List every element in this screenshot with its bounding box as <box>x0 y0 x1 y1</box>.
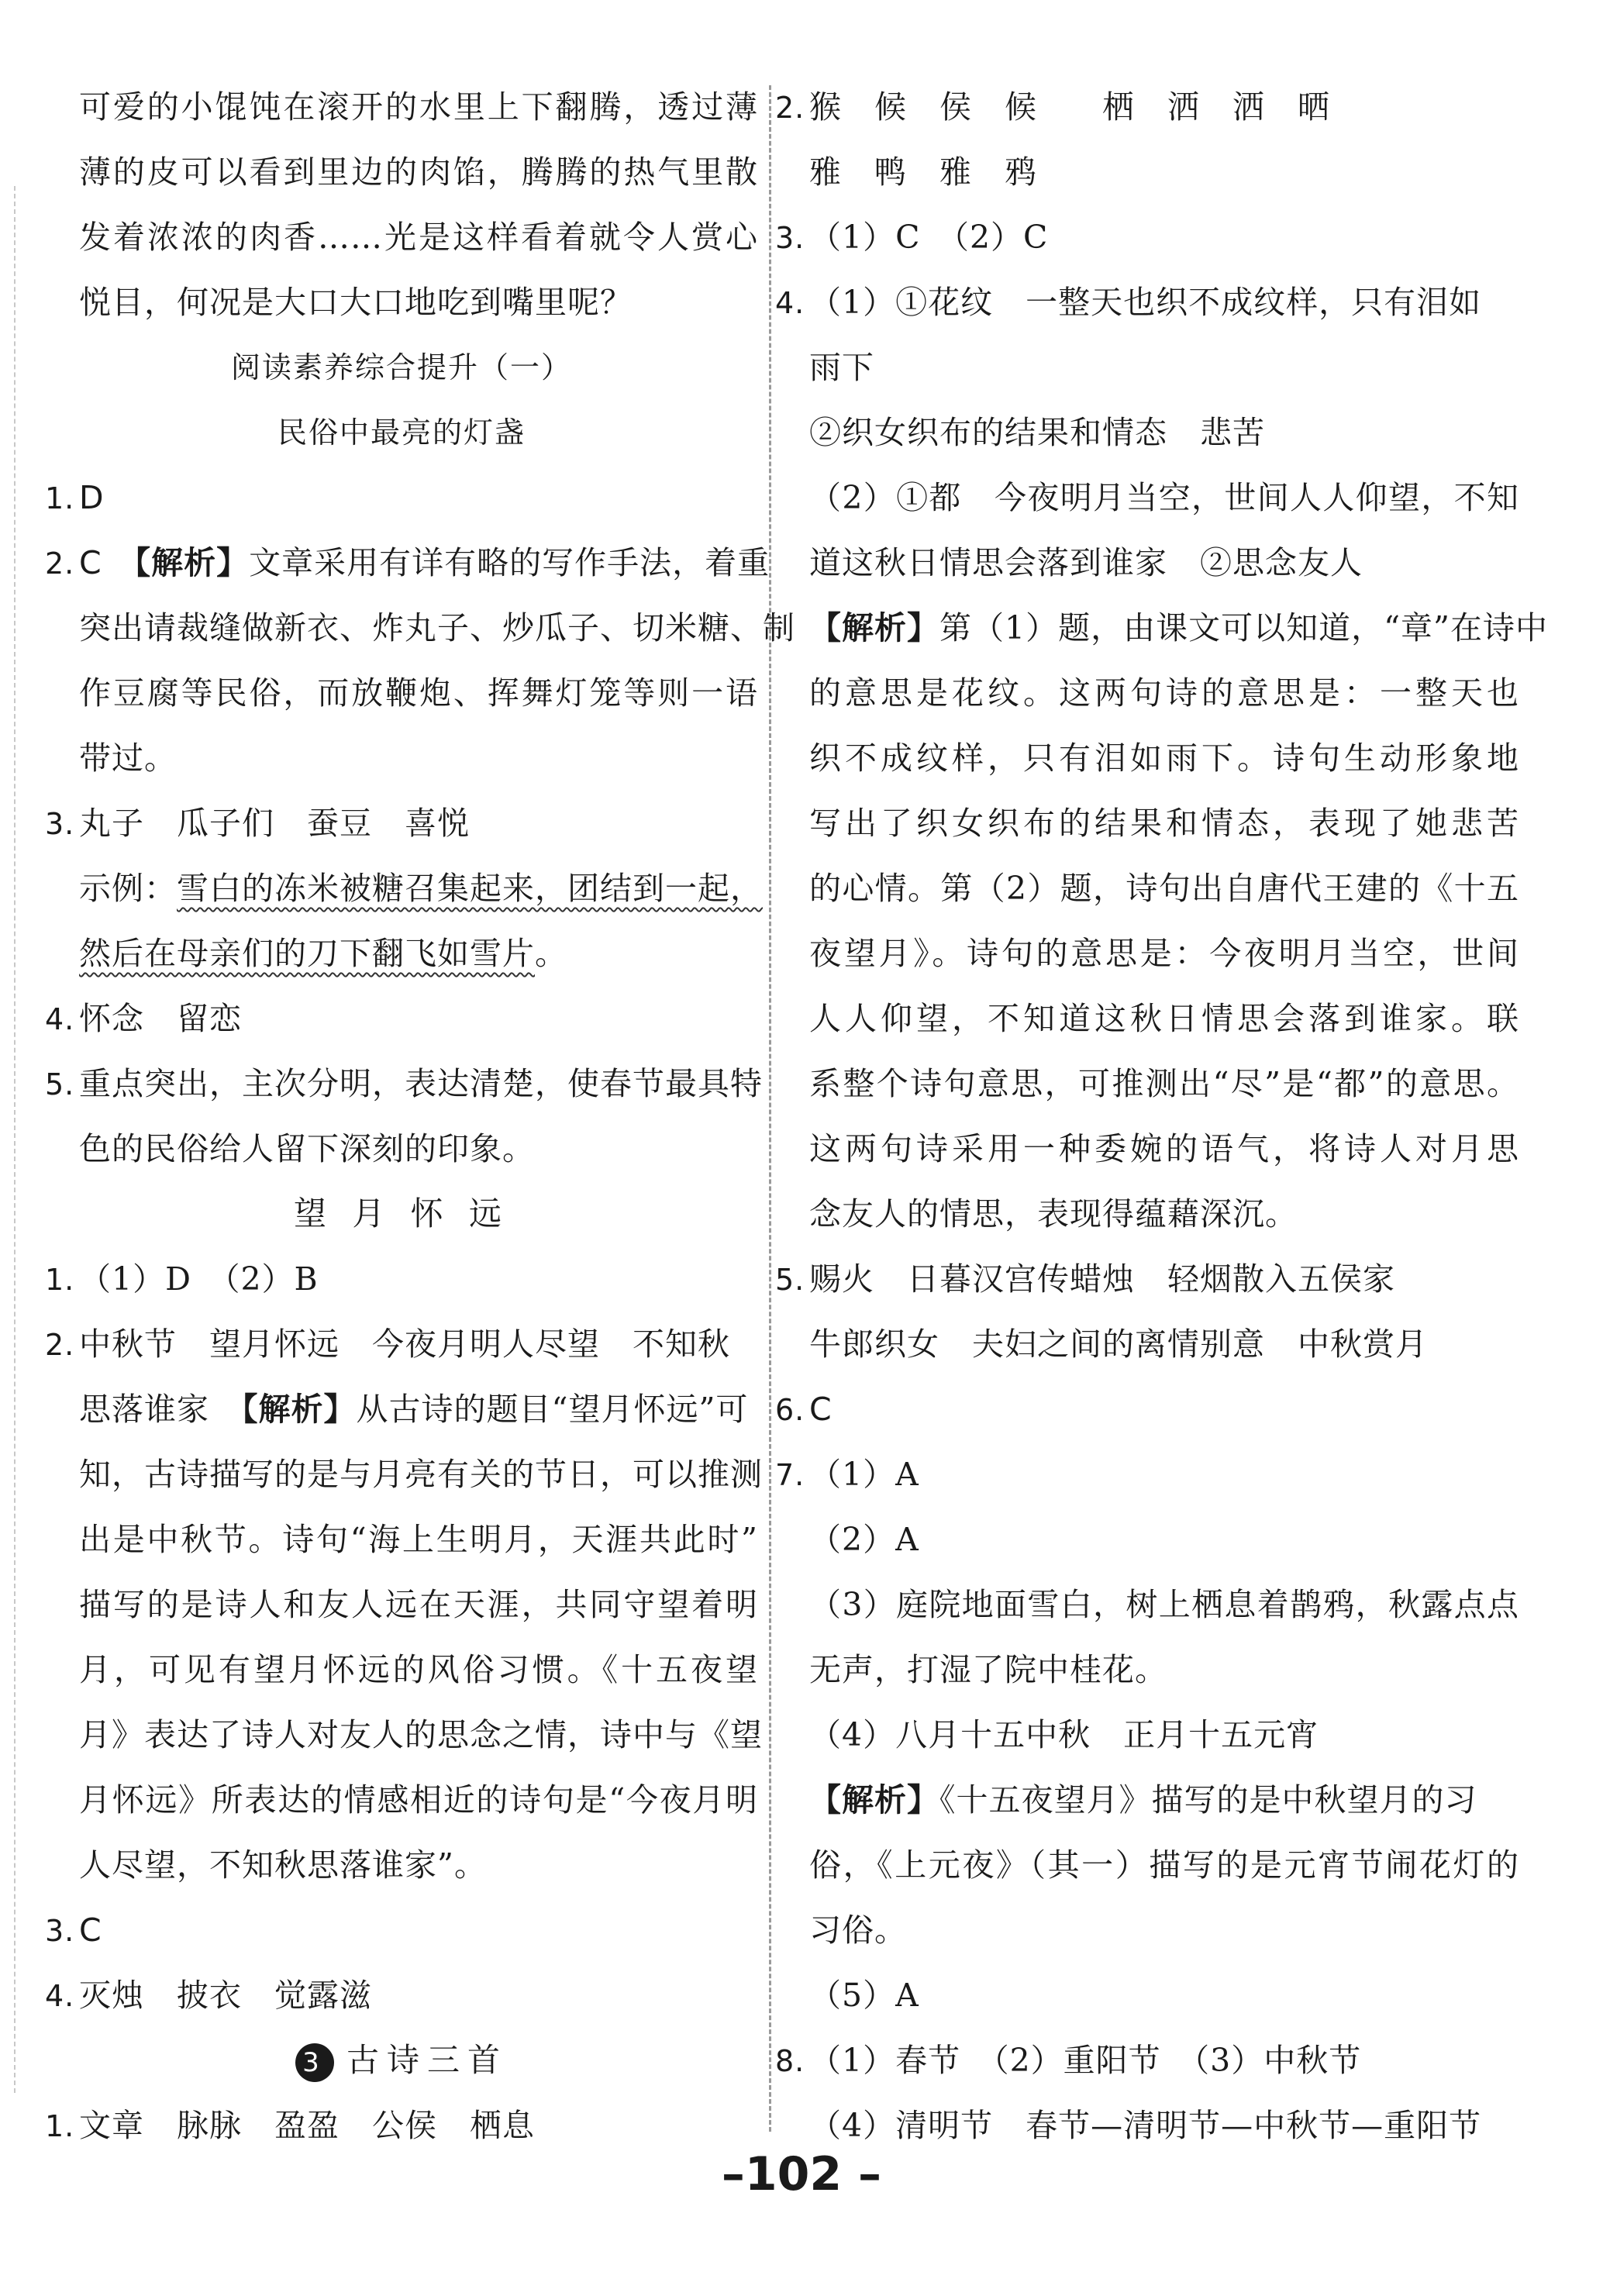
answer-item: 1. （1）D （2）B <box>45 1260 319 1298</box>
passage-title: 望 月 怀 远 <box>293 1195 510 1232</box>
answer-line: （4）八月十五中秋 正月十五元宵 <box>809 1716 1319 1753</box>
answer-item: 2. C 【解析】文章采用有详有略的写作手法，着重 <box>45 544 770 581</box>
answer-item: 4. 灭烛 披衣 觉露滋 <box>45 1977 372 2014</box>
answer-line: 带过。 <box>79 739 177 777</box>
right-column <box>775 74 1549 2158</box>
answer-line: 人尽望，不知秋思落谁家”。 <box>79 1846 487 1884</box>
answer-line: 作豆腐等民俗，而放鞭炮、挥舞灯笼等则一语 <box>79 674 758 712</box>
analysis-tag: 【解析】 <box>134 544 250 581</box>
answer-line: （4）清明节 春节—清明节—中秋节—重阳节 <box>809 2107 1482 2144</box>
answer-line: 雅 鸭 雅 鸦 <box>809 153 1037 191</box>
answer-item: 6. C <box>775 1391 833 1428</box>
answer-line: 色的民俗给人留下深刻的印象。 <box>79 1130 535 1167</box>
lesson-number-badge: 3 <box>295 2043 334 2082</box>
wavy-underlined-text: 雪白的冻米被糖召集起来，团结到一起， <box>177 870 763 907</box>
section-heading: 阅读素养综合提升（一） <box>230 350 572 384</box>
answer-line: 思落谁家 【解析】从古诗的题目“望月怀远”可 <box>79 1391 749 1428</box>
answer-line: 织不成纹样，只有泪如雨下。诗句生动形象地 <box>809 739 1519 777</box>
answer-line: 的心情。第（2）题，诗句出自唐代王建的《十五 <box>809 870 1519 907</box>
answer-line: （5）A <box>809 1977 919 2014</box>
analysis-tag: 【解析】 <box>809 609 939 646</box>
page-number: –102 – <box>721 2147 882 2201</box>
answer-item: 1. 文章 脉脉 盈盈 公侯 栖息 <box>45 2107 535 2144</box>
analysis-tag: 【解析】 <box>809 1781 939 1819</box>
intro-line: 发着浓浓的肉香……光是这样看着就令人赏心 <box>79 219 758 256</box>
answer-line: 习俗。 <box>809 1912 907 1949</box>
answer-line: （2）①都 今夜明月当空，世间人人仰望，不知 <box>809 479 1519 516</box>
binding-cut-line <box>14 186 16 2093</box>
answer-item: 2. 中秋节 望月怀远 今夜月明人尽望 不知秋 <box>45 1326 730 1363</box>
answer-line: 知，古诗描写的是与月亮有关的节日，可以推测 <box>79 1456 763 1493</box>
answer-line: 雨下 <box>809 349 874 386</box>
lesson-heading: 3 古诗三首 <box>45 2028 758 2093</box>
answer-item: 4. （1）①花纹 一整天也织不成纹样，只有泪如 <box>775 284 1482 321</box>
answer-line: 【解析】《十五夜望月》描写的是中秋望月的习 <box>809 1781 1477 1819</box>
answer-line: 月，可见有望月怀远的风俗习惯。《十五夜望 <box>79 1651 758 1688</box>
answer-line: 突出请裁缝做新衣、炸丸子、炒瓜子、切米糖、制 <box>79 609 795 646</box>
answer-line: 然后在母亲们的刀下翻飞如雪片。 <box>79 935 567 972</box>
answer-line: ②织女织布的结果和情态 悲苦 <box>809 414 1265 451</box>
answer-line: 写出了织女织布的结果和情态，表现了她悲苦 <box>809 805 1519 842</box>
answer-line: 无声，打湿了院中桂花。 <box>809 1651 1167 1688</box>
analysis-tag: 【解析】 <box>242 1391 357 1428</box>
intro-line: 可爱的小馄饨在滚开的水里上下翻腾，透过薄 <box>79 88 758 126</box>
answer-item: 3. （1）C （2）C <box>775 219 1049 256</box>
answer-item: 7. （1）A <box>775 1456 919 1493</box>
intro-line: 悦目，何况是大口大口地吃到嘴里呢？ <box>79 284 633 321</box>
answer-line: 月》表达了诗人对友人的思念之情，诗中与《望 <box>79 1716 763 1753</box>
answer-line: 月怀远》所表达的情感相近的诗句是“今夜月明 <box>79 1781 758 1819</box>
answer-item: 4. 怀念 留恋 <box>45 1000 242 1037</box>
answer-line: （2）A <box>809 1521 919 1558</box>
answer-line: 道这秋日情思会落到谁家 ②思念友人 <box>809 544 1363 581</box>
answer-line: 牛郎织女 夫妇之间的离情别意 中秋赏月 <box>809 1326 1428 1363</box>
answer-line: 的意思是花纹。这两句诗的意思是：一整天也 <box>809 674 1519 712</box>
answer-line: 这两句诗采用一种委婉的语气，将诗人对月思 <box>809 1130 1519 1167</box>
answer-line: 出是中秋节。诗句“海上生明月，天涯共此时” <box>79 1521 758 1558</box>
answer-item: 5. 赐火 日暮汉宫传蜡烛 轻烟散入五侯家 <box>775 1260 1395 1298</box>
answer-item: 5. 重点突出，主次分明，表达清楚，使春节最具特 <box>45 1065 763 1102</box>
wavy-underlined-text: 然后在母亲们的刀下翻飞如雪片 <box>79 935 535 972</box>
answer-line: 俗，《上元夜》（其一）描写的是元宵节闹花灯的 <box>809 1846 1519 1884</box>
passage-title: 民俗中最亮的灯盏 <box>277 415 526 450</box>
column-divider <box>769 85 771 2132</box>
answer-item: 3. 丸子 瓜子们 蚕豆 喜悦 <box>45 805 470 842</box>
answer-line: 【解析】第（1）题，由课文可以知道，“章”在诗中 <box>809 609 1549 646</box>
answer-line: 念友人的情思，表现得蕴藉深沉。 <box>809 1195 1298 1232</box>
answer-line: 夜望月》。诗句的意思是：今夜明月当空，世间 <box>809 935 1519 972</box>
left-column <box>45 74 795 2158</box>
answer-item: 8. （1）春节 （2）重阳节 （3）中秋节 <box>775 2042 1362 2079</box>
answer-line: 人人仰望，不知道这秋日情思会落到谁家。联 <box>809 1000 1519 1037</box>
answer-item: 3. C <box>45 1912 102 1949</box>
answer-line: 描写的是诗人和友人远在天涯，共同守望着明 <box>79 1586 758 1623</box>
answer-line: （3）庭院地面雪白，树上栖息着鹊鸦，秋露点点 <box>809 1586 1519 1623</box>
intro-line: 薄的皮可以看到里边的肉馅，腾腾的热气里散 <box>79 153 758 191</box>
answer-item: 2. 猴 候 侯 候 栖 洒 洒 晒 <box>775 88 1330 126</box>
answer-line: 示例：雪白的冻米被糖召集起来，团结到一起， <box>79 870 763 907</box>
answer-line: 系整个诗句意思，可推测出“尽”是“都”的意思。 <box>809 1065 1519 1102</box>
answer-item: 1. D <box>45 479 105 516</box>
